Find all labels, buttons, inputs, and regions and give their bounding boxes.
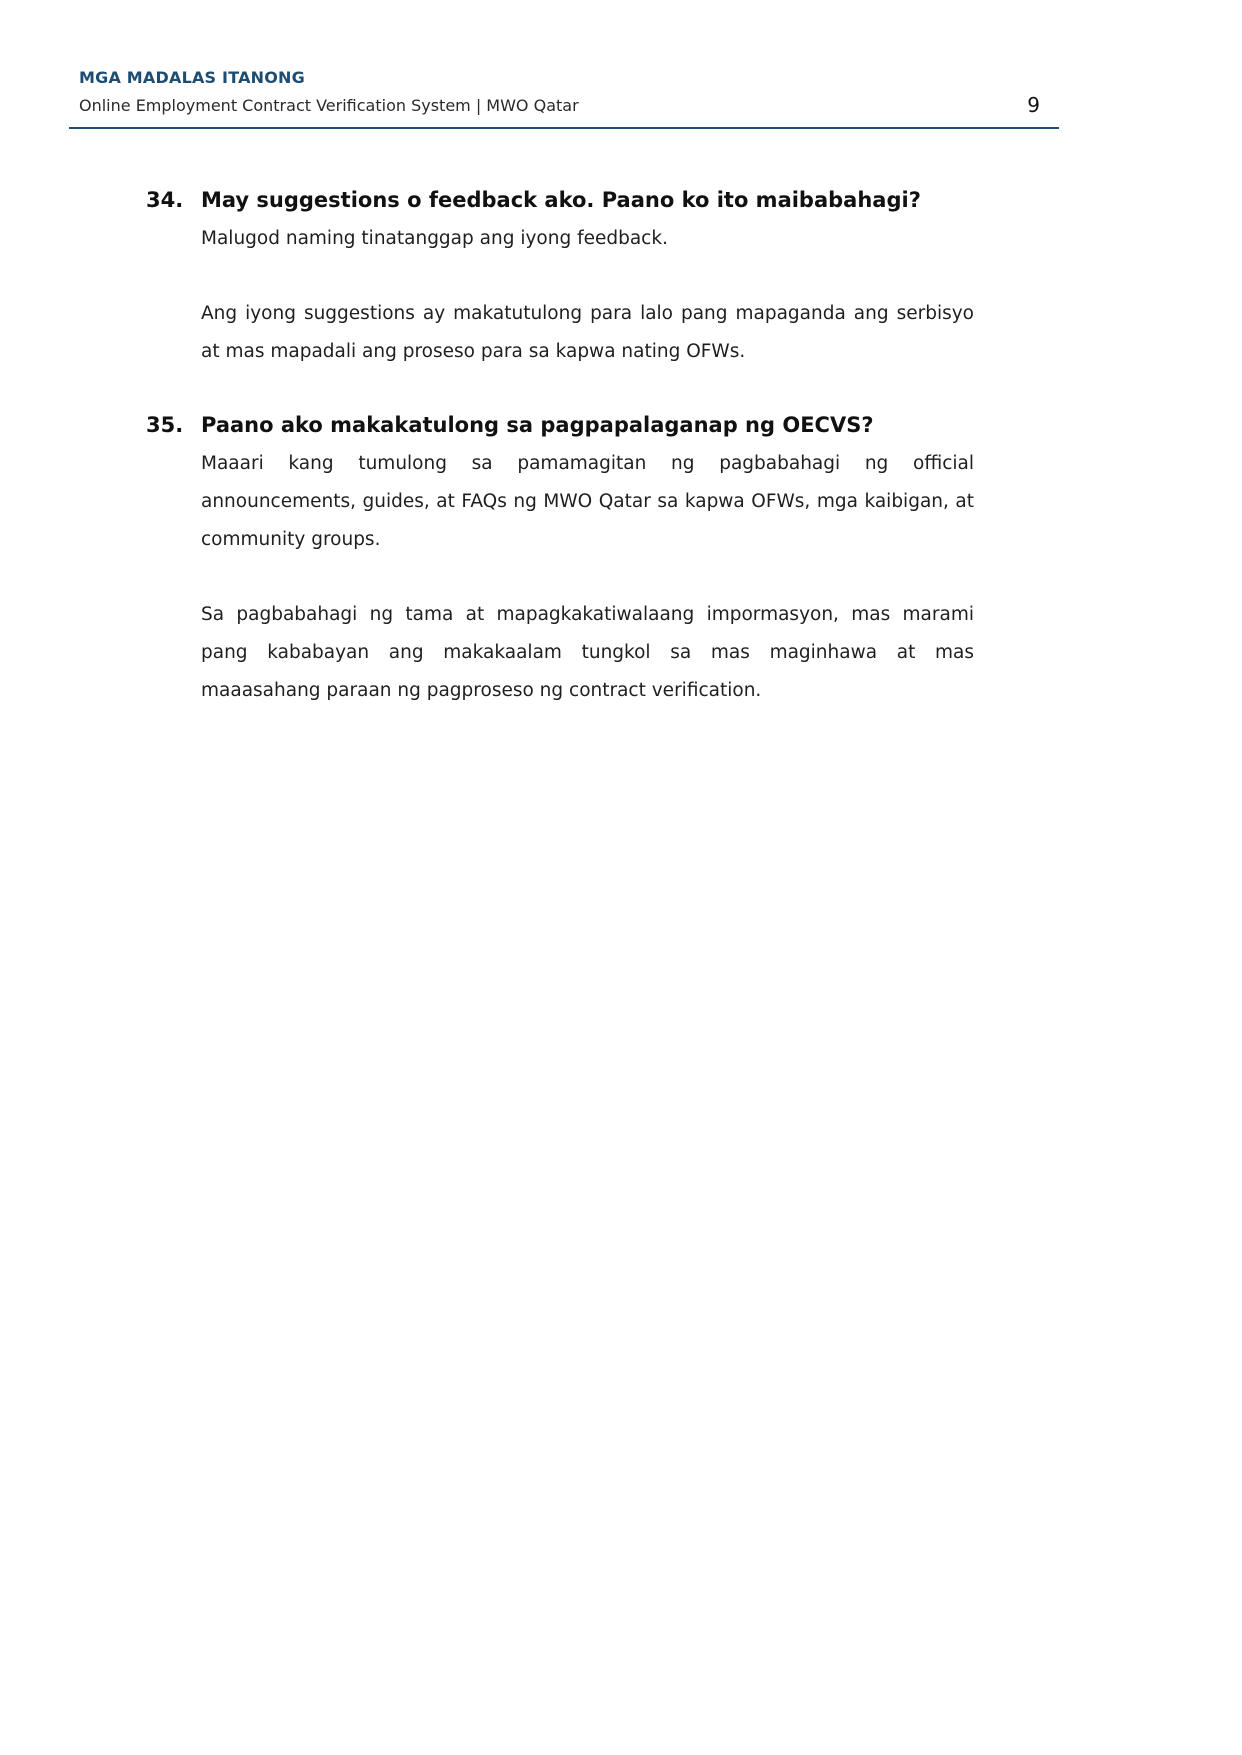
header-divider bbox=[69, 127, 1059, 129]
header-subtitle: Online Employment Contract Verification System | MWO Qatar bbox=[79, 96, 579, 115]
faq-answer-paragraph: Sa pagbabahagi ng tama at mapagkakatiwalaang impormasyon, mas marami pang kababayan ang makakaalam tungkol sa mas maginhawa at mas maaasahang paraan ng pagproseso ng contract verification. bbox=[201, 604, 974, 701]
faq-question: Paano ako makakatulong sa pagpapalaganap ng OECVS? bbox=[201, 413, 874, 437]
faq-answer-paragraph: Ang iyong suggestions ay makatutulong para lalo pang mapaganda ang serbisyo at mas mapadali ang proseso para sa kapwa nating OFWs. bbox=[201, 303, 974, 362]
faq-number: 34. bbox=[146, 188, 184, 212]
faq-question: May suggestions o feedback ako. Paano ko ito maibabahagi? bbox=[201, 188, 921, 212]
faq-item-35 bbox=[0, 407, 1104, 710]
page-number: 9 bbox=[1027, 93, 1040, 117]
faq-number: 35. bbox=[146, 413, 184, 437]
faq-answer-paragraph: Maaari kang tumulong sa pamamagitan ng pagbabahagi ng official announcements, guides, at FAQs ng MWO Qatar sa kapwa OFWs, mga kaibigan, at community groups. bbox=[201, 453, 974, 550]
faq-item-34 bbox=[0, 182, 1104, 371]
faq-answer-paragraph: Malugod naming tinatanggap ang iyong feedback. bbox=[201, 228, 668, 249]
page-header bbox=[0, 0, 1104, 131]
header-kicker: MGA MADALAS ITANONG bbox=[79, 68, 305, 87]
faq-content bbox=[0, 182, 1104, 746]
